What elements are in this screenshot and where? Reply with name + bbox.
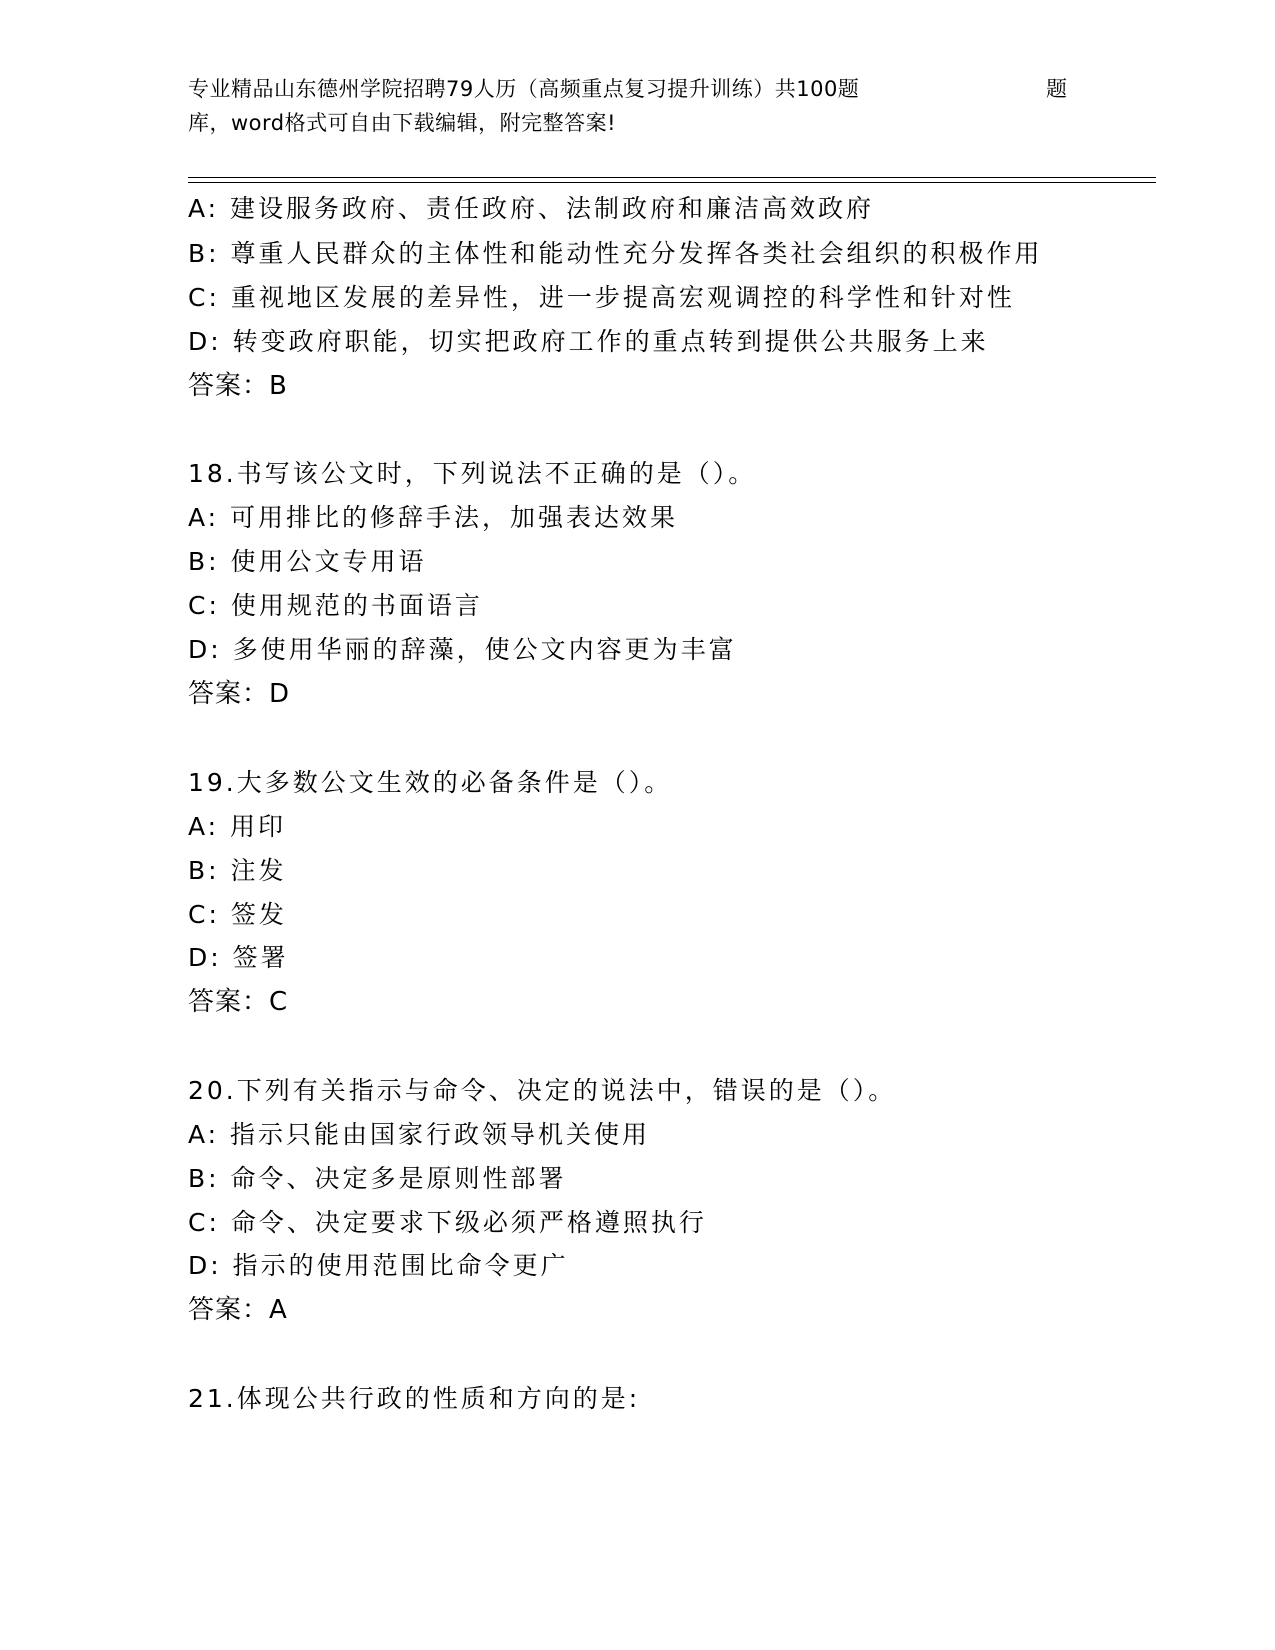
q17-option-d: D: 转变政府职能，切实把政府工作的重点转到提供公共服务上来 — [188, 327, 989, 356]
q20-option-c: C: 命令、决定要求下级必须严格遵照执行 — [188, 1208, 707, 1237]
q19-option-a: A: 用印 — [188, 812, 287, 841]
q20-option-b: B: 命令、决定多是原则性部署 — [188, 1164, 567, 1193]
header-divider-bottom — [188, 182, 1156, 183]
header-title-line2: 库，word格式可自由下载编辑，附完整答案! — [188, 111, 617, 135]
q17-option-a: A: 建设服务政府、责任政府、法制政府和廉洁高效政府 — [188, 194, 875, 223]
q18-option-a: A: 可用排比的修辞手法，加强表达效果 — [188, 503, 679, 532]
header-title-line1: 专业精品山东德州学院招聘79人历（高频重点复习提升训练）共100题 — [188, 77, 860, 101]
q20-question: 20.下列有关指示与命令、决定的说法中，错误的是（）。 — [188, 1076, 897, 1105]
q18-option-b: B: 使用公文专用语 — [188, 547, 427, 576]
q17-answer: 答案：B — [188, 371, 288, 401]
q19-option-d: D: 签署 — [188, 943, 289, 972]
header-title-line1-end: 题 — [1046, 77, 1068, 101]
header-divider-top — [188, 177, 1156, 178]
q18-question: 18.书写该公文时，下列说法不正确的是（）。 — [188, 459, 757, 488]
q20-option-d: D: 指示的使用范围比命令更广 — [188, 1251, 569, 1280]
q21-question: 21.体现公共行政的性质和方向的是: — [188, 1384, 641, 1413]
q19-option-b: B: 注发 — [188, 856, 287, 885]
q19-option-c: C: 签发 — [188, 900, 287, 929]
q17-option-b: B: 尊重人民群众的主体性和能动性充分发挥各类社会组织的积极作用 — [188, 239, 1043, 268]
q20-option-a: A: 指示只能由国家行政领导机关使用 — [188, 1120, 651, 1149]
q19-question: 19.大多数公文生效的必备条件是（）。 — [188, 768, 673, 797]
q17-option-c: C: 重视地区发展的差异性，进一步提高宏观调控的科学性和针对性 — [188, 283, 1015, 312]
q18-answer: 答案：D — [188, 679, 291, 709]
q18-option-c: C: 使用规范的书面语言 — [188, 591, 483, 620]
document-header — [188, 72, 1088, 140]
q20-answer: 答案：A — [188, 1295, 288, 1325]
q19-answer: 答案：C — [188, 987, 289, 1017]
q18-option-d: D: 多使用华丽的辞藻，使公文内容更为丰富 — [188, 635, 737, 664]
